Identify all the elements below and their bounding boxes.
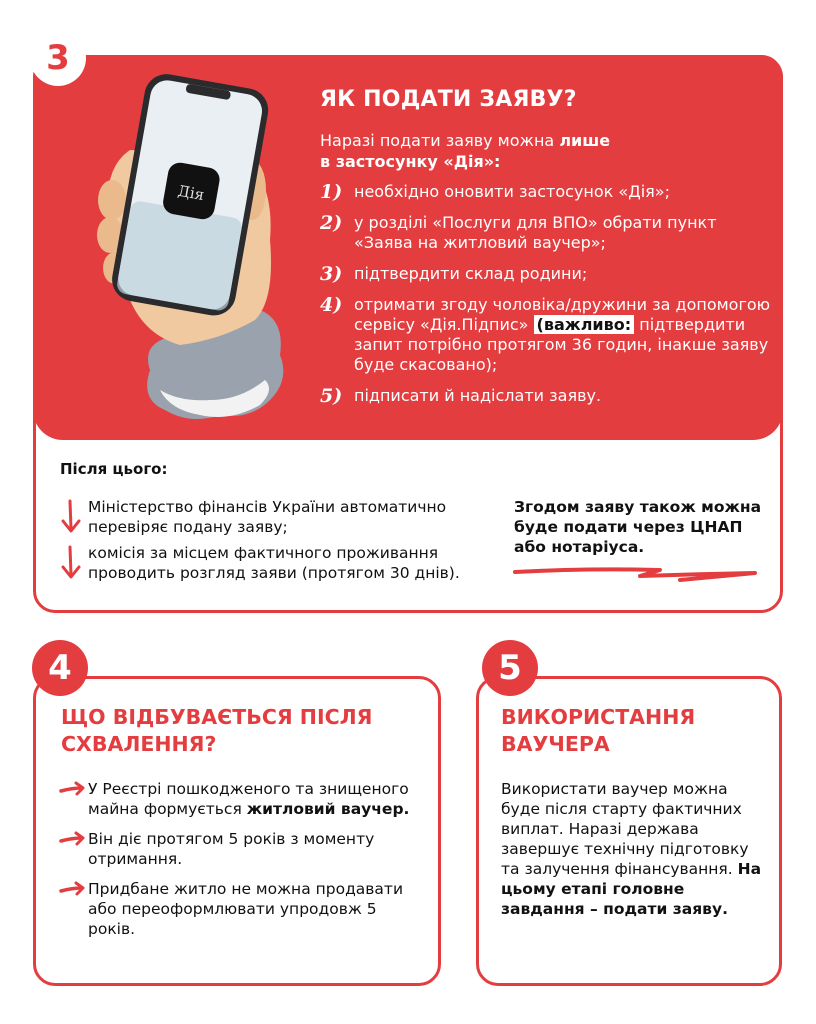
section-3-intro bbox=[320, 130, 760, 172]
body-bold: На цьому етапі головне завдання – подати заяву. bbox=[501, 860, 762, 918]
section-4-card bbox=[33, 676, 441, 986]
intro-regular: Наразі подати заяву можна bbox=[320, 131, 560, 150]
bullet-bold: житловий ваучер. bbox=[246, 800, 410, 818]
bullet-regular: У Реєстрі пошкодженого та знищеного майна формується bbox=[88, 780, 409, 818]
step-text: підтвердити склад родини; bbox=[354, 264, 588, 283]
section-4-title: ЩО ВІДБУВАЄТЬСЯ ПІСЛЯ СХВАЛЕННЯ? bbox=[61, 705, 373, 756]
step-text bbox=[354, 295, 780, 375]
section-3-title: ЯК ПОДАТИ ЗАЯВУ? bbox=[320, 87, 577, 112]
arrow-down-icon bbox=[60, 497, 88, 537]
step-number: 4) bbox=[320, 294, 343, 316]
bullet-item bbox=[58, 779, 428, 819]
after-item-text: комісія за місцем фактичного проживання проводить розгляд заяви (протягом 30 днів). bbox=[88, 544, 460, 582]
after-item-text: Міністерство фінансів України автоматично перевіряє подану заяву; bbox=[88, 498, 447, 536]
after-item bbox=[60, 543, 510, 583]
step-item bbox=[320, 182, 780, 202]
after-item bbox=[60, 497, 510, 537]
step-number: 5) bbox=[320, 385, 343, 407]
important-highlight: (важливо: bbox=[534, 315, 635, 334]
section-4-bullets bbox=[58, 779, 428, 949]
arrow-right-icon bbox=[58, 879, 88, 899]
hand-holding-phone-illustration bbox=[70, 70, 300, 430]
step-item bbox=[320, 295, 780, 375]
step-text: необхідно оновити застосунок «Дія»; bbox=[354, 182, 670, 201]
section-5-title: ВИКОРИСТАННЯ ВАУЧЕРА bbox=[501, 705, 696, 756]
steps-list bbox=[320, 182, 780, 417]
svg-text:Дія: Дія bbox=[176, 181, 206, 205]
bullet-text bbox=[88, 779, 428, 819]
bullet-text: Придбане житло не можна продавати або переоформлювати упродовж 5 років. bbox=[88, 880, 404, 938]
step-number: 2) bbox=[320, 212, 343, 234]
step-number: 1) bbox=[320, 181, 343, 203]
after-list bbox=[60, 497, 510, 589]
body-regular: Використати ваучер можна буде після старту фактичних виплат. Наразі держава завершує технічну підготовку та залучення фінансування. bbox=[501, 780, 749, 878]
brush-underline-decoration bbox=[510, 564, 760, 584]
step-text: підписати й надіслати заяву. bbox=[354, 386, 602, 405]
section-3-number-badge: 3 bbox=[30, 30, 86, 86]
arrow-down-icon bbox=[60, 543, 88, 583]
step-item bbox=[320, 386, 780, 406]
step-text-after: підтвердити запит потрібно протягом 36 годин, інакше заяву буде скасовано); bbox=[354, 315, 769, 374]
step-text-before: отримати згоду чоловіка/дружини за допомогою сервісу «Дія.Підпис» bbox=[354, 295, 771, 334]
later-option-note: Згодом заяву також можна буде подати через ЦНАП або нотаріуса. bbox=[514, 498, 762, 556]
step-item bbox=[320, 213, 780, 253]
bullet-item bbox=[58, 879, 428, 939]
step-number: 3) bbox=[320, 263, 343, 285]
intro-bold-only: лише bbox=[559, 131, 611, 150]
arrow-right-icon bbox=[58, 829, 88, 849]
section-5-body bbox=[501, 779, 771, 919]
section-5-number-badge: 5 bbox=[482, 640, 538, 696]
section-5-card bbox=[476, 676, 782, 986]
step-text: у розділі «Послуги для ВПО» обрати пункт «Заява на житловий ваучер»; bbox=[354, 213, 717, 252]
intro-bold-app: в застосунку «Дія»: bbox=[320, 152, 501, 171]
bullet-text: Він діє протягом 5 років з моменту отримання. bbox=[88, 830, 375, 868]
section-4-number-badge: 4 bbox=[32, 640, 88, 696]
step-item bbox=[320, 264, 780, 284]
after-this-heading: Після цього: bbox=[60, 460, 168, 478]
bullet-item bbox=[58, 829, 428, 869]
arrow-right-icon bbox=[58, 779, 88, 799]
